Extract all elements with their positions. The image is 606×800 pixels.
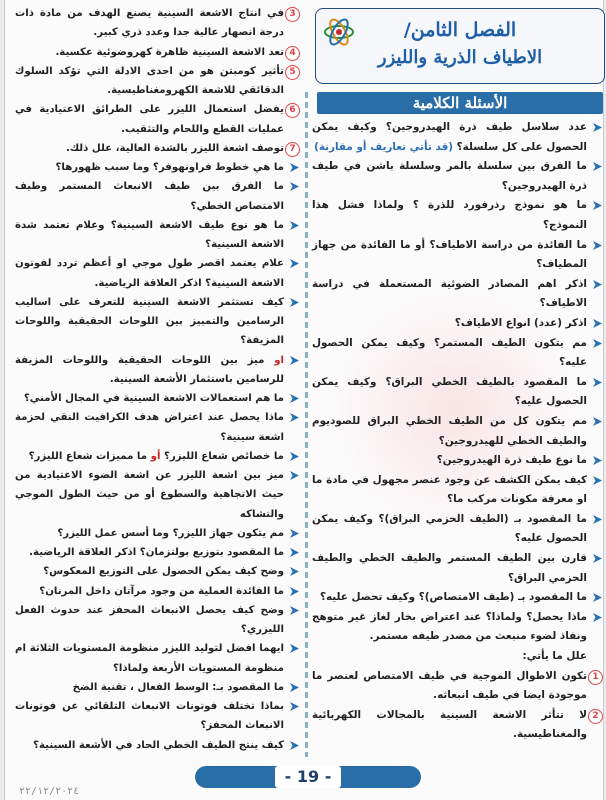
bullet-arrow-icon — [289, 643, 300, 654]
question-item — [15, 408, 300, 447]
question-text: مم يتكون جهاز الليزر؟ وما أسس عمل الليزر؟ — [57, 527, 284, 539]
question-text: عدد سلاسل طيف ذرة الهيدروجين؟ وكيف يمكن الحصول على كل سلسلة؟ — [312, 121, 587, 153]
bullet-arrow-icon — [592, 318, 603, 329]
bullet-arrow-icon — [289, 740, 300, 751]
question-item — [312, 275, 603, 314]
question-prefix: او — [274, 354, 285, 366]
question-text: اذكر (عدد) انواع الاطياف؟ — [454, 316, 587, 329]
column-divider — [305, 92, 308, 757]
bullet-arrow-icon — [289, 393, 300, 404]
question-item — [312, 314, 603, 334]
bullet-arrow-icon — [592, 279, 603, 290]
chapter-header — [315, 8, 605, 84]
document-page — [4, 0, 604, 800]
question-number: 3 — [285, 7, 300, 22]
question-item — [312, 588, 603, 608]
question-item — [312, 510, 603, 549]
bullet-arrow-icon — [592, 161, 603, 172]
question-item — [15, 543, 300, 562]
right-question-list — [312, 118, 603, 745]
question-text: كيف تستثمر الاشعة السينية للتعرف على اساليب الرسامين والتمييز بين اللوحات الحقيقية واللوحات المزيفة؟ — [15, 296, 284, 347]
bullet-arrow-icon — [592, 200, 603, 211]
question-item — [15, 4, 300, 43]
question-item — [15, 601, 300, 640]
bullet-arrow-icon — [592, 240, 603, 251]
bullet-arrow-icon — [592, 122, 603, 133]
question-item — [15, 389, 300, 408]
bullet-arrow-icon — [592, 553, 603, 564]
left-column — [15, 4, 300, 755]
question-item — [312, 334, 603, 373]
bullet-arrow-icon — [592, 416, 603, 427]
question-text: ما هي خطوط فراونهوفر؟ وما سبب ظهورها؟ — [55, 162, 284, 173]
question-item — [15, 582, 300, 601]
bullet-arrow-icon — [289, 220, 300, 231]
question-note: أو — [150, 450, 161, 462]
question-item — [15, 697, 300, 736]
question-item — [15, 466, 300, 524]
question-text: توصف اشعة الليزر بالشدة العالية، علل ذلك. — [65, 142, 284, 154]
question-item — [312, 118, 603, 157]
atom-icon — [322, 15, 356, 49]
bullet-arrow-icon — [289, 181, 300, 192]
question-item — [312, 706, 603, 745]
question-item — [15, 158, 300, 177]
bullet-arrow-icon — [289, 412, 300, 423]
question-text: كيف يمكن الكشف عن وجود عنصر مجهول في مادة ما او معرفة مكونات مركب ما؟ — [312, 473, 587, 506]
right-column — [312, 118, 603, 745]
question-text: كيف ينتج الطيف الخطي الحاد في الأشعة السينية؟ — [33, 739, 284, 751]
section-title: الأسئلة الكلامية — [317, 92, 603, 114]
bullet-arrow-icon — [289, 528, 300, 539]
question-item — [312, 196, 603, 235]
question-item — [15, 736, 300, 755]
question-item — [15, 293, 300, 351]
question-text: وضح كيف يحصل الانبعاث المحفز عند حدوث الفعل الليزري؟ — [15, 604, 284, 635]
question-text: وضح كيف يمكن الحصول على التوزيع المعكوس؟ — [43, 566, 284, 578]
bullet-arrow-icon — [289, 297, 300, 308]
question-text: ما الفرق بين طيف الانبعاث المستمر وطيف الامتصاص الخطي؟ — [15, 181, 284, 212]
question-item — [312, 157, 603, 196]
question-text: لا تتأثر الاشعة السينية بالمجالات الكهربائية والمغناطيسية. — [312, 708, 587, 741]
bullet-arrow-icon — [592, 592, 603, 603]
question-text: ميز بين اشعة الليزر عن اشعة الضوء الاعتيادية من حيث الاتجاهية والسطوع أو من حيث الطول الموجي والتشاكه — [15, 470, 284, 520]
question-text: بماذا تختلف فوتونات الانبعاث التلقائي عن فوتونات الانبعاث المحفز؟ — [15, 701, 284, 732]
corner-date: ٢٢/١٢/٢٠٢٤ — [19, 786, 80, 797]
question-item — [15, 351, 300, 390]
question-item — [312, 608, 603, 647]
question-number: 2 — [588, 709, 603, 724]
bullet-arrow-icon — [289, 566, 300, 577]
question-text: ما نوع طيف ذرة الهيدروجين؟ — [436, 454, 587, 467]
question-text: ما خصائص شعاع الليزر؟ — [163, 450, 284, 462]
question-text: ما المقصود بالطيف الخطي البراق؟ وكيف يمكن الحصول عليه؟ — [312, 375, 587, 408]
bullet-arrow-icon — [592, 612, 603, 623]
question-text: مم يتكون الطيف المستمر؟ وكيف يمكن الحصول عليه؟ — [312, 336, 587, 369]
question-note: (قد تأتي تعاريف أو مقارنة) — [314, 140, 454, 153]
bullet-arrow-icon — [289, 701, 300, 712]
question-text: ما الفائدة العملية من وجود مرآتان داخل المرنان؟ — [39, 585, 284, 597]
question-item — [15, 177, 300, 216]
question-item — [15, 678, 300, 697]
chapter-title: الفصل الثامن/ — [403, 19, 517, 41]
page-footer — [195, 766, 421, 788]
bullet-arrow-icon — [289, 547, 300, 558]
question-text: في انتاج الاشعة السينية يصنع الهدف من مادة ذات درجة انصهار عالية جدا وعدد ذري كبير. — [15, 8, 284, 39]
question-item — [312, 471, 603, 510]
question-item — [15, 524, 300, 543]
question-text: علام يعتمد اقصر طول موجي او أعظم تردد لفوتون الاشعة السينية؟ اذكر العلاقة الرياضية. — [15, 258, 284, 289]
question-text: تكون الاطوال الموجية في طيف الامتصاص لعنصر ما موجودة ايضا في طيف انبعاثه. — [312, 669, 587, 702]
question-item — [312, 373, 603, 412]
question-text: ما الفائدة من دراسة الاطياف؟ أو ما الفائدة من جهاز المطياف؟ — [312, 238, 587, 271]
bullet-arrow-icon — [289, 451, 300, 462]
question-alt-text: ما مميزات شعاع الليزر؟ — [28, 450, 148, 462]
bullet-arrow-icon — [289, 470, 300, 481]
bullet-arrow-icon — [289, 605, 300, 616]
bullet-arrow-icon — [592, 514, 603, 525]
question-item — [15, 562, 300, 581]
question-item — [15, 62, 300, 101]
question-item — [312, 236, 603, 275]
question-text: ما المقصود بـ (طيف الامتصاص)؟ وكيف تحصل عليه؟ — [319, 591, 587, 604]
question-text: يفضل استعمال الليزر على الطرائق الاعتيادية في عمليات القطع واللحام والتثقيب. — [15, 104, 284, 135]
question-text: ميز بين اللوحات الحقيقية واللوحات المزيفة للرسامين باستثمار الأشعة السينية. — [15, 354, 284, 385]
question-text: تأثير كومبتن هو من احدى الادلة التي تؤكد السلوك الدقائقي للاشعة الكهرومغناطيسية. — [15, 65, 284, 96]
bullet-arrow-icon — [289, 355, 300, 366]
question-item — [15, 447, 300, 466]
question-item — [15, 254, 300, 293]
question-number: 6 — [285, 103, 300, 118]
question-item — [15, 639, 300, 678]
question-text: اذكر اهم المصادر الضوئية المستعملة في دراسة الاطياف؟ — [312, 277, 587, 310]
question-item — [15, 139, 300, 158]
question-item — [15, 216, 300, 255]
question-item — [312, 549, 603, 588]
question-text: ماذا يحصل؟ ولماذا؟ عند اعتراض بخار لغاز غير متوهج ونفاذ لضوء منبعث من مصدر طيفه مستمر. — [312, 610, 587, 643]
question-item — [312, 451, 603, 471]
question-item — [312, 647, 603, 667]
question-text: قارن بين الطيف المستمر والطيف الخطي والطيف الحزمي البراق؟ — [312, 552, 587, 584]
question-number: 4 — [285, 46, 300, 61]
bullet-arrow-icon — [289, 162, 300, 173]
bullet-arrow-icon — [289, 682, 300, 693]
question-text: تعد الاشعة السينية ظاهرة كهروضوئية عكسية. — [55, 46, 284, 58]
question-text: ما هو نموذج رذرفورد للذرة ؟ ولماذا فشل هذا النموذج؟ — [312, 199, 587, 231]
question-text: ماذا يحصل عند اعتراض هدف الكرافيت النقي لحزمة اشعة سينية؟ — [15, 412, 284, 443]
bullet-arrow-icon — [592, 455, 603, 466]
question-item — [312, 412, 603, 451]
question-text: ما الفرق بين سلسلة بالمر وسلسلة باشن في طيف ذرة الهيدروجين؟ — [312, 160, 587, 192]
question-number: 1 — [588, 670, 603, 685]
bullet-arrow-icon — [289, 586, 300, 597]
bullet-arrow-icon — [592, 475, 603, 486]
bullet-arrow-icon — [592, 377, 603, 388]
bullet-arrow-icon — [289, 258, 300, 269]
bullet-arrow-icon — [592, 338, 603, 349]
question-number: 5 — [285, 65, 300, 80]
question-text: ما هم استعمالات الاشعة السينية في المجال الأمني؟ — [23, 393, 284, 404]
question-number: 7 — [285, 142, 300, 157]
question-text: مم يتكون كل من الطيف الخطي البراق للصوديوم والطيف الخطي للهيدروجين؟ — [312, 414, 587, 447]
question-item — [15, 43, 300, 62]
question-item — [312, 667, 603, 706]
left-question-list — [15, 4, 300, 755]
question-text: ما المقصود بـ (الطيف الحزمي البراق)؟ وكيف يمكن الحصول عليه؟ — [312, 512, 587, 545]
question-text: علل ما يأتي: — [522, 650, 587, 663]
question-text: ما المقصود بتوزيع بولتزمان؟ اذكر العلاقة الرياضية. — [29, 547, 284, 558]
question-text: ما المقصود بـ: الوسط الفعال ، تقنية الضخ — [72, 681, 284, 693]
page-number: - 19 - — [275, 766, 341, 788]
question-text: ما هو نوع طيف الاشعة السينية؟ وعلام تعتمد شدة الاشعة السينية؟ — [15, 219, 284, 250]
question-text: ايهما افضل لتوليد الليزر منظومة المستويات الثلاثة ام منظومة المستويات الأربعة ولماذا؟ — [15, 643, 284, 674]
chapter-subtitle: الاطياف الذرية والليزر — [377, 47, 543, 68]
question-item — [15, 100, 300, 139]
